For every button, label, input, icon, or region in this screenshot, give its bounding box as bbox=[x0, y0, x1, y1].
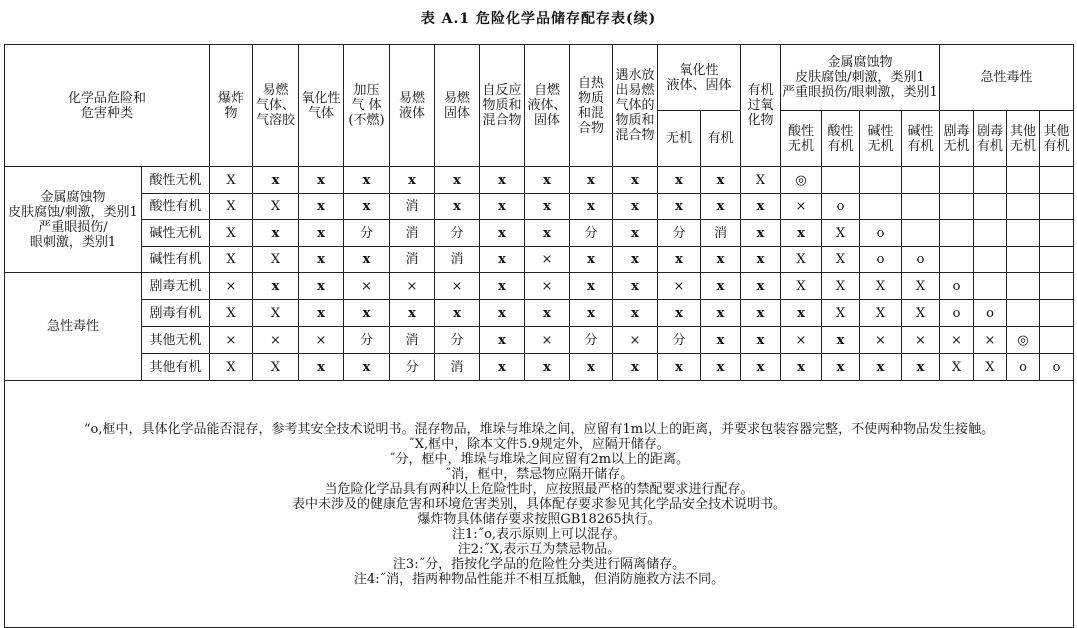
compatibility-cell: x bbox=[480, 327, 525, 354]
compatibility-cell: X bbox=[210, 300, 253, 327]
table-title: 表 A.1 危险化学品储存配存表(续) bbox=[420, 11, 657, 27]
compatibility-cell: x bbox=[570, 354, 613, 381]
row-group-label: 金属腐蚀物 皮肤腐蚀/刺激，类别1 严重眼损伤/ 眼刺激，类别1 bbox=[5, 167, 142, 273]
compatibility-cell: 分 bbox=[435, 327, 480, 354]
compatibility-cell: x bbox=[781, 300, 822, 327]
compatibility-cell bbox=[902, 194, 940, 220]
compatibility-cell bbox=[1007, 300, 1040, 327]
compatibility-cell: X bbox=[210, 354, 253, 381]
compatibility-cell: x bbox=[390, 167, 435, 194]
note-line: “o,框中，具体化学品能否混存，参考其安全技术说明书。混存物品，堆垛与堆垛之间，应留有1m以上的距离，并要求包装容器完整，不使两种物品发生接触。 bbox=[83, 421, 995, 437]
compatibility-cell: 消 bbox=[435, 247, 480, 273]
compatibility-cell: × bbox=[299, 327, 344, 354]
compatibility-cell: X bbox=[781, 273, 822, 300]
compatibility-cell bbox=[902, 167, 940, 194]
compatibility-cell: x bbox=[435, 300, 480, 327]
compatibility-cell bbox=[940, 167, 974, 194]
column-header: 易燃 气体、 气溶胶 bbox=[253, 45, 299, 167]
compatibility-cell bbox=[940, 247, 974, 273]
compatibility-cell: o bbox=[1007, 354, 1040, 381]
compatibility-cell: x bbox=[613, 167, 658, 194]
compatibility-cell: x bbox=[658, 247, 701, 273]
compatibility-cell: 分 bbox=[570, 220, 613, 247]
row-label: 剧毒无机 bbox=[142, 273, 210, 300]
compatibility-cell: o bbox=[902, 247, 940, 273]
column-header: 加压 气 体 (不燃) bbox=[344, 45, 390, 167]
compatibility-cell: X bbox=[822, 220, 860, 247]
compatibility-cell bbox=[1040, 273, 1074, 300]
compatibility-cell: X bbox=[210, 167, 253, 194]
compatibility-cell: × bbox=[525, 327, 570, 354]
compatibility-cell bbox=[974, 220, 1007, 247]
compatibility-cell: X bbox=[860, 300, 902, 327]
corner-header: 化学品危险和 危害种类 bbox=[5, 45, 210, 167]
note-line: 注2:˝X,表示互为禁忌物品。 bbox=[457, 541, 621, 557]
compatibility-cell bbox=[974, 194, 1007, 220]
compatibility-cell: o bbox=[822, 194, 860, 220]
compatibility-cell: x bbox=[822, 354, 860, 381]
compatibility-cell bbox=[974, 247, 1007, 273]
row-label: 酸性无机 bbox=[142, 167, 210, 194]
column-header: 易燃 固体 bbox=[435, 45, 480, 167]
sub-column-header: 碱性 有机 bbox=[902, 111, 940, 167]
compatibility-cell bbox=[1040, 300, 1074, 327]
compatibility-cell: X bbox=[253, 247, 299, 273]
column-header: 自反应 物质和 混合物 bbox=[480, 45, 525, 167]
compatibility-cell: x bbox=[741, 327, 781, 354]
compatibility-cell: x bbox=[525, 167, 570, 194]
compatibility-cell: x bbox=[480, 354, 525, 381]
compatibility-cell bbox=[1040, 194, 1074, 220]
compatibility-cell bbox=[902, 220, 940, 247]
corrosive-group-header: 金属腐蚀物 皮肤腐蚀/刺激，类别1 严重眼损伤/眼刺激，类别1 bbox=[781, 45, 940, 111]
table-row bbox=[5, 354, 1074, 381]
compatibility-cell bbox=[940, 194, 974, 220]
compatibility-cell: × bbox=[344, 273, 390, 300]
compatibility-cell: x bbox=[741, 300, 781, 327]
compatibility-cell: x bbox=[570, 167, 613, 194]
compatibility-cell: x bbox=[299, 247, 344, 273]
compatibility-cell: × bbox=[525, 247, 570, 273]
sub-column-header: 无机 bbox=[658, 111, 701, 167]
compatibility-cell: 分 bbox=[570, 327, 613, 354]
row-label: 酸性有机 bbox=[142, 194, 210, 220]
compatibility-cell: x bbox=[480, 273, 525, 300]
compatibility-cell bbox=[860, 194, 902, 220]
compatibility-cell bbox=[1040, 327, 1074, 354]
compatibility-cell: X bbox=[210, 194, 253, 220]
compatibility-cell: x bbox=[525, 300, 570, 327]
notes-block bbox=[5, 381, 1074, 628]
compatibility-cell: o bbox=[860, 247, 902, 273]
compatibility-cell: 分 bbox=[344, 220, 390, 247]
note-line: 注3:˝分，指按化学品的危险性分类进行隔离储存。 bbox=[392, 556, 686, 572]
sub-column-header: 有机 bbox=[701, 111, 741, 167]
compatibility-cell: X bbox=[253, 194, 299, 220]
compatibility-cell: x bbox=[613, 273, 658, 300]
compatibility-cell: x bbox=[344, 194, 390, 220]
compatibility-cell: x bbox=[480, 194, 525, 220]
compatibility-cell: × bbox=[253, 327, 299, 354]
compatibility-cell: 消 bbox=[390, 194, 435, 220]
compatibility-cell: X bbox=[822, 273, 860, 300]
compatibility-cell: o bbox=[974, 300, 1007, 327]
compatibility-cell: × bbox=[902, 327, 940, 354]
compatibility-cell: x bbox=[344, 354, 390, 381]
compatibility-cell: 分 bbox=[390, 354, 435, 381]
note-line: ˝分，框中，堆垛与堆垛之间应留有2m以上的距离。 bbox=[388, 451, 690, 467]
compatibility-cell: o bbox=[940, 273, 974, 300]
compatibility-cell: x bbox=[860, 354, 902, 381]
note-line: 注4:˝消，指两种物品性能并不相互抵触，但消防施救方法不同。 bbox=[353, 571, 725, 587]
column-header: 有机 过氧 化物 bbox=[741, 45, 781, 167]
compatibility-cell: x bbox=[701, 300, 741, 327]
compatibility-cell bbox=[940, 220, 974, 247]
compatibility-cell: x bbox=[613, 194, 658, 220]
compatibility-cell: x bbox=[570, 300, 613, 327]
table-row bbox=[5, 300, 1074, 327]
compatibility-cell: x bbox=[253, 220, 299, 247]
compatibility-cell: x bbox=[525, 194, 570, 220]
compatibility-cell: × bbox=[860, 327, 902, 354]
note-line: ˝X,框中，除本文件5.9规定外，应隔开储存。 bbox=[408, 436, 670, 452]
compatibility-cell: X bbox=[940, 354, 974, 381]
compatibility-cell: × bbox=[781, 194, 822, 220]
note-line: 表中未涉及的健康危害和环境危害类别，具体配存要求参见其化学品安全技术说明书。 bbox=[291, 496, 786, 512]
column-header: 氧化性 气体 bbox=[299, 45, 344, 167]
compatibility-cell: X bbox=[822, 300, 860, 327]
table-row bbox=[5, 167, 1074, 194]
column-header: 遇水放 出易燃 气体的 物质和 混合物 bbox=[613, 45, 658, 167]
table-row bbox=[5, 220, 1074, 247]
compatibility-cell: x bbox=[613, 300, 658, 327]
sub-column-header: 酸性 有机 bbox=[822, 111, 860, 167]
compatibility-cell: X bbox=[902, 273, 940, 300]
compatibility-cell: x bbox=[570, 247, 613, 273]
compatibility-cell: x bbox=[781, 354, 822, 381]
compatibility-cell: X bbox=[974, 354, 1007, 381]
compatibility-cell: x bbox=[299, 273, 344, 300]
column-header: 易燃 液体 bbox=[390, 45, 435, 167]
compatibility-cell bbox=[1007, 247, 1040, 273]
sub-column-header: 剧毒 无机 bbox=[940, 111, 974, 167]
note-line: 当危险化学品具有两种以上危险性时，应按照最严格的禁配要求进行配存。 bbox=[324, 481, 754, 497]
compatibility-cell: 消 bbox=[390, 247, 435, 273]
compatibility-cell: x bbox=[570, 194, 613, 220]
compatibility-cell bbox=[860, 167, 902, 194]
compatibility-cell: × bbox=[435, 273, 480, 300]
compatibility-cell bbox=[1007, 167, 1040, 194]
compatibility-cell: x bbox=[701, 167, 741, 194]
compatibility-cell: X bbox=[210, 247, 253, 273]
compatibility-cell: x bbox=[658, 194, 701, 220]
compatibility-cell bbox=[974, 273, 1007, 300]
compatibility-cell bbox=[974, 167, 1007, 194]
compatibility-cell: x bbox=[525, 354, 570, 381]
column-header: 自燃 液体、 固体 bbox=[525, 45, 570, 167]
compatibility-cell: x bbox=[299, 194, 344, 220]
compatibility-cell: x bbox=[525, 220, 570, 247]
compatibility-cell: x bbox=[741, 194, 781, 220]
compatibility-cell: x bbox=[480, 167, 525, 194]
compatibility-cell: 分 bbox=[658, 220, 701, 247]
compatibility-cell: x bbox=[781, 220, 822, 247]
compatibility-cell: × bbox=[613, 327, 658, 354]
column-header: 爆炸 物 bbox=[210, 45, 253, 167]
compatibility-cell: × bbox=[390, 273, 435, 300]
compatibility-cell: X bbox=[781, 247, 822, 273]
compatibility-cell: X bbox=[860, 273, 902, 300]
compatibility-cell: x bbox=[701, 354, 741, 381]
row-label: 碱性无机 bbox=[142, 220, 210, 247]
compatibility-cell: o bbox=[940, 300, 974, 327]
table-row bbox=[5, 247, 1074, 273]
compatibility-cell: x bbox=[741, 273, 781, 300]
compatibility-cell bbox=[1040, 247, 1074, 273]
sub-column-header: 碱性 无机 bbox=[860, 111, 902, 167]
compatibility-cell: x bbox=[253, 273, 299, 300]
compatibility-cell bbox=[822, 167, 860, 194]
compatibility-cell: x bbox=[701, 194, 741, 220]
compatibility-cell: x bbox=[299, 167, 344, 194]
compatibility-cell bbox=[1007, 220, 1040, 247]
compatibility-cell: ◎ bbox=[781, 167, 822, 194]
compatibility-cell: x bbox=[299, 300, 344, 327]
compatibility-cell: x bbox=[658, 300, 701, 327]
note-line: 注1:˝o,表示原则上可以混存。 bbox=[451, 526, 627, 542]
compatibility-cell: x bbox=[435, 194, 480, 220]
compatibility-cell: × bbox=[210, 327, 253, 354]
compatibility-cell: x bbox=[701, 327, 741, 354]
compatibility-cell: 消 bbox=[701, 220, 741, 247]
compatibility-cell: x bbox=[741, 220, 781, 247]
note-line: ˝消，框中，禁忌物应隔开储存。 bbox=[444, 466, 634, 482]
compatibility-cell: 分 bbox=[658, 327, 701, 354]
compatibility-cell: x bbox=[822, 327, 860, 354]
compatibility-cell: X bbox=[822, 247, 860, 273]
compatibility-cell: x bbox=[344, 247, 390, 273]
compatibility-cell: 消 bbox=[390, 327, 435, 354]
oxidizer-group-header: 氧化性 液体、固体 bbox=[658, 45, 741, 111]
compatibility-cell bbox=[1040, 167, 1074, 194]
table-row bbox=[5, 327, 1074, 354]
compatibility-cell: x bbox=[344, 167, 390, 194]
compatibility-cell: X bbox=[741, 167, 781, 194]
column-header: 自热 物质 和混 合物 bbox=[570, 45, 613, 167]
compatibility-cell: × bbox=[974, 327, 1007, 354]
compatibility-cell: x bbox=[390, 300, 435, 327]
compatibility-cell bbox=[1007, 273, 1040, 300]
sub-column-header: 剧毒 有机 bbox=[974, 111, 1007, 167]
compatibility-cell: x bbox=[701, 273, 741, 300]
compatibility-cell: x bbox=[253, 167, 299, 194]
compatibility-cell: 分 bbox=[435, 220, 480, 247]
compatibility-cell: x bbox=[613, 354, 658, 381]
compatibility-cell: o bbox=[1040, 354, 1074, 381]
compatibility-cell: x bbox=[741, 247, 781, 273]
compatibility-cell: × bbox=[210, 273, 253, 300]
compatibility-cell: x bbox=[480, 247, 525, 273]
compatibility-cell: o bbox=[860, 220, 902, 247]
row-group-label: 急性毒性 bbox=[5, 273, 142, 381]
table-row bbox=[5, 273, 1074, 300]
table-row bbox=[5, 194, 1074, 220]
compatibility-cell: x bbox=[613, 220, 658, 247]
row-label: 其他无机 bbox=[142, 327, 210, 354]
compatibility-cell: X bbox=[253, 354, 299, 381]
compatibility-cell: ◎ bbox=[1007, 327, 1040, 354]
compatibility-cell: x bbox=[741, 354, 781, 381]
compatibility-cell: x bbox=[613, 247, 658, 273]
compatibility-cell: x bbox=[658, 167, 701, 194]
compatibility-cell: x bbox=[570, 273, 613, 300]
row-label: 碱性有机 bbox=[142, 247, 210, 273]
sub-column-header: 其他 无机 bbox=[1007, 111, 1040, 167]
compatibility-cell: x bbox=[344, 300, 390, 327]
sub-column-header: 酸性 无机 bbox=[781, 111, 822, 167]
compatibility-cell: × bbox=[658, 273, 701, 300]
compatibility-cell: x bbox=[480, 220, 525, 247]
compatibility-cell: x bbox=[435, 167, 480, 194]
note-line: 爆炸物具体储存要求按照GB18265执行。 bbox=[417, 511, 661, 527]
compatibility-cell: X bbox=[210, 220, 253, 247]
row-label: 剧毒有机 bbox=[142, 300, 210, 327]
compatibility-cell: X bbox=[253, 300, 299, 327]
compatibility-cell: 消 bbox=[435, 354, 480, 381]
compatibility-cell: 分 bbox=[344, 327, 390, 354]
toxic-group-header: 急性毒性 bbox=[940, 45, 1074, 111]
compatibility-cell: × bbox=[781, 327, 822, 354]
compatibility-cell: x bbox=[299, 354, 344, 381]
compatibility-cell bbox=[1007, 194, 1040, 220]
sub-column-header: 其他 有机 bbox=[1040, 111, 1074, 167]
storage-compatibility-table bbox=[4, 44, 1074, 628]
compatibility-cell: × bbox=[940, 327, 974, 354]
compatibility-cell: × bbox=[525, 273, 570, 300]
compatibility-cell: x bbox=[902, 354, 940, 381]
row-label: 其他有机 bbox=[142, 354, 210, 381]
compatibility-cell: x bbox=[480, 300, 525, 327]
compatibility-cell: X bbox=[902, 300, 940, 327]
compatibility-cell bbox=[1040, 220, 1074, 247]
compatibility-cell: x bbox=[701, 247, 741, 273]
compatibility-cell: 消 bbox=[390, 220, 435, 247]
compatibility-cell: x bbox=[299, 220, 344, 247]
compatibility-cell: x bbox=[658, 354, 701, 381]
